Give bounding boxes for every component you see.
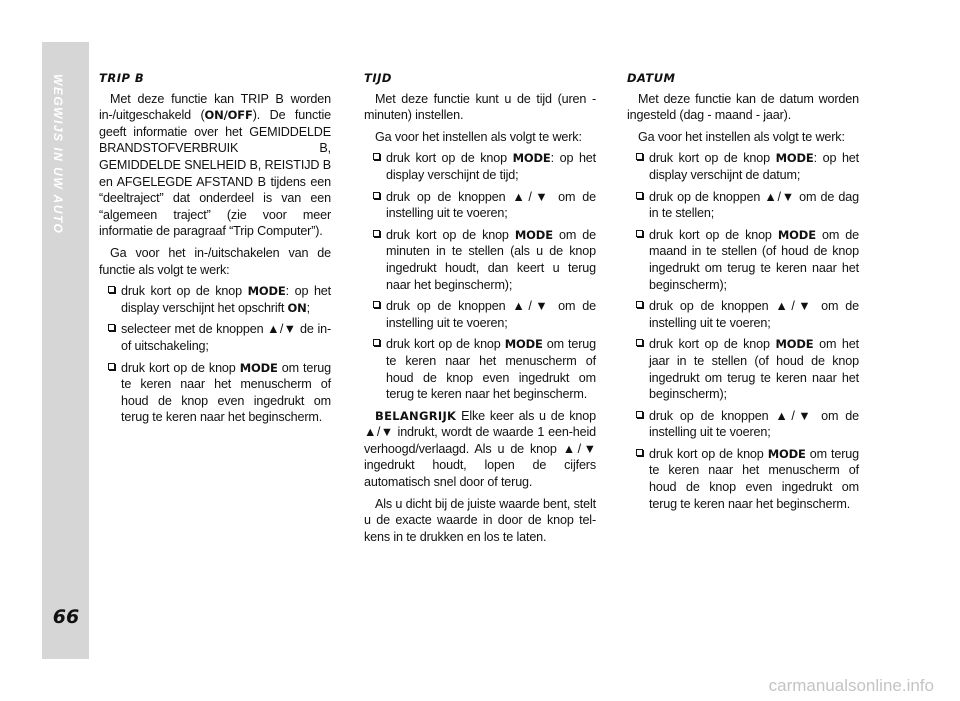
important-note: BELANGRIJK Elke keer als u de knop ▲/▼ indrukt, wordt de waarde 1 een-heid verhoogd/verlaagd. Als u de knop ▲/▼ ingedrukt houdt, lopen de cijfers automatisch snel door of terug. bbox=[364, 408, 596, 490]
paragraph: Met deze functie kunt u de tijd (uren - minuten) instellen. bbox=[364, 91, 596, 123]
list-item: druk kort op de knop MODE om terug te keren naar het menuscherm of houd de knop even ingedrukt om terug te keren naar het beginscherm. bbox=[99, 360, 331, 426]
checkbox-bullet-icon bbox=[108, 363, 115, 370]
list-item: druk kort op de knop MODE: op het display verschijnt de tijd; bbox=[364, 150, 596, 183]
list-item: druk op de knoppen ▲/▼ om de instelling uit te voeren; bbox=[364, 189, 596, 222]
checkbox-bullet-icon bbox=[373, 339, 380, 346]
checkbox-bullet-icon bbox=[108, 324, 115, 331]
list-item: druk kort op de knop MODE: op het display verschijnt de datum; bbox=[627, 150, 859, 183]
list-item: druk kort op de knop MODE om het jaar in te stellen (of houd de knop ingedrukt om terug te keren naar het beginscherm); bbox=[627, 336, 859, 402]
checkbox-bullet-icon bbox=[636, 339, 643, 346]
list-item: druk op de knoppen ▲/▼ om de instelling uit te voeren; bbox=[627, 298, 859, 331]
step-list bbox=[627, 150, 859, 512]
paragraph: Als u dicht bij de juiste waarde bent, stelt u de exacte waarde in door de knop tel-kens in te drukken en los te laten. bbox=[364, 496, 596, 544]
chapter-title: WEGWIJS IN UW AUTO bbox=[51, 74, 65, 235]
list-item: druk kort op de knop MODE om de minuten in te stellen (als u de knop ingedrukt houdt, dan keert u terug naar het beginscherm); bbox=[364, 227, 596, 293]
list-item: druk kort op de knop MODE om terug te keren naar het menuscherm of houd de knop even ingedrukt om terug te keren naar het beginscherm. bbox=[364, 336, 596, 402]
list-item: druk kort op de knop MODE: op het display verschijnt het opschrift ON; bbox=[99, 283, 331, 316]
checkbox-bullet-icon bbox=[373, 153, 380, 160]
section-heading: DATUM bbox=[627, 71, 676, 85]
checkbox-bullet-icon bbox=[373, 192, 380, 199]
section-tijd bbox=[364, 70, 596, 550]
checkbox-bullet-icon bbox=[373, 230, 380, 237]
section-heading: TRIP B bbox=[99, 71, 145, 85]
checkbox-bullet-icon bbox=[636, 153, 643, 160]
list-item: selecteer met de knoppen ▲/▼ de in- of uitschakeling; bbox=[99, 321, 331, 354]
paragraph: Ga voor het instellen als volgt te werk: bbox=[638, 129, 845, 144]
list-item: druk op de knoppen ▲/▼ om de instelling uit te voeren; bbox=[364, 298, 596, 331]
paragraph: Met deze functie kan TRIP B worden in-/uitgeschakeld (ON/OFF). De functie geeft informatie over het GEMIDDELDE BRANDSTOFVERBRUIK B, GEMIDDELDE SNELHEID B, REISTIJD B en AFGELEGDE AFSTAND B tijdens een “deeltraject” dat onderdeel is van een “algemeen traject” (zie voor meer informatie de paragraaf “Trip Computer”). bbox=[99, 91, 331, 239]
paragraph: Met deze functie kan de datum worden ingesteld (dag - maand - jaar). bbox=[627, 91, 859, 123]
step-list bbox=[99, 283, 331, 426]
list-item: druk op de knoppen ▲/▼ om de dag in te stellen; bbox=[627, 189, 859, 222]
paragraph: Ga voor het in-/uitschakelen van de functie als volgt te werk: bbox=[99, 245, 331, 277]
checkbox-bullet-icon bbox=[636, 411, 643, 418]
checkbox-bullet-icon bbox=[636, 301, 643, 308]
watermark[interactable]: carmanualsonline.info bbox=[768, 676, 934, 695]
checkbox-bullet-icon bbox=[636, 230, 643, 237]
list-item: druk op de knoppen ▲/▼ om de instelling uit te voeren; bbox=[627, 408, 859, 441]
checkbox-bullet-icon bbox=[108, 286, 115, 293]
checkbox-bullet-icon bbox=[373, 301, 380, 308]
sidebar-band bbox=[42, 42, 89, 659]
section-trip-b bbox=[99, 70, 331, 431]
step-list bbox=[364, 150, 596, 402]
paragraph: Ga voor het instellen als volgt te werk: bbox=[375, 129, 582, 144]
section-datum bbox=[627, 70, 859, 517]
checkbox-bullet-icon bbox=[636, 449, 643, 456]
checkbox-bullet-icon bbox=[636, 192, 643, 199]
page-number: 66 bbox=[52, 606, 80, 628]
list-item: druk kort op de knop MODE om de maand in te stellen (of houd de knop ingedrukt om terug te keren naar het beginscherm); bbox=[627, 227, 859, 293]
section-heading: TIJD bbox=[364, 71, 392, 85]
list-item: druk kort op de knop MODE om terug te keren naar het menuscherm of houd de knop even ingedrukt om terug te keren naar het beginscherm. bbox=[627, 446, 859, 512]
